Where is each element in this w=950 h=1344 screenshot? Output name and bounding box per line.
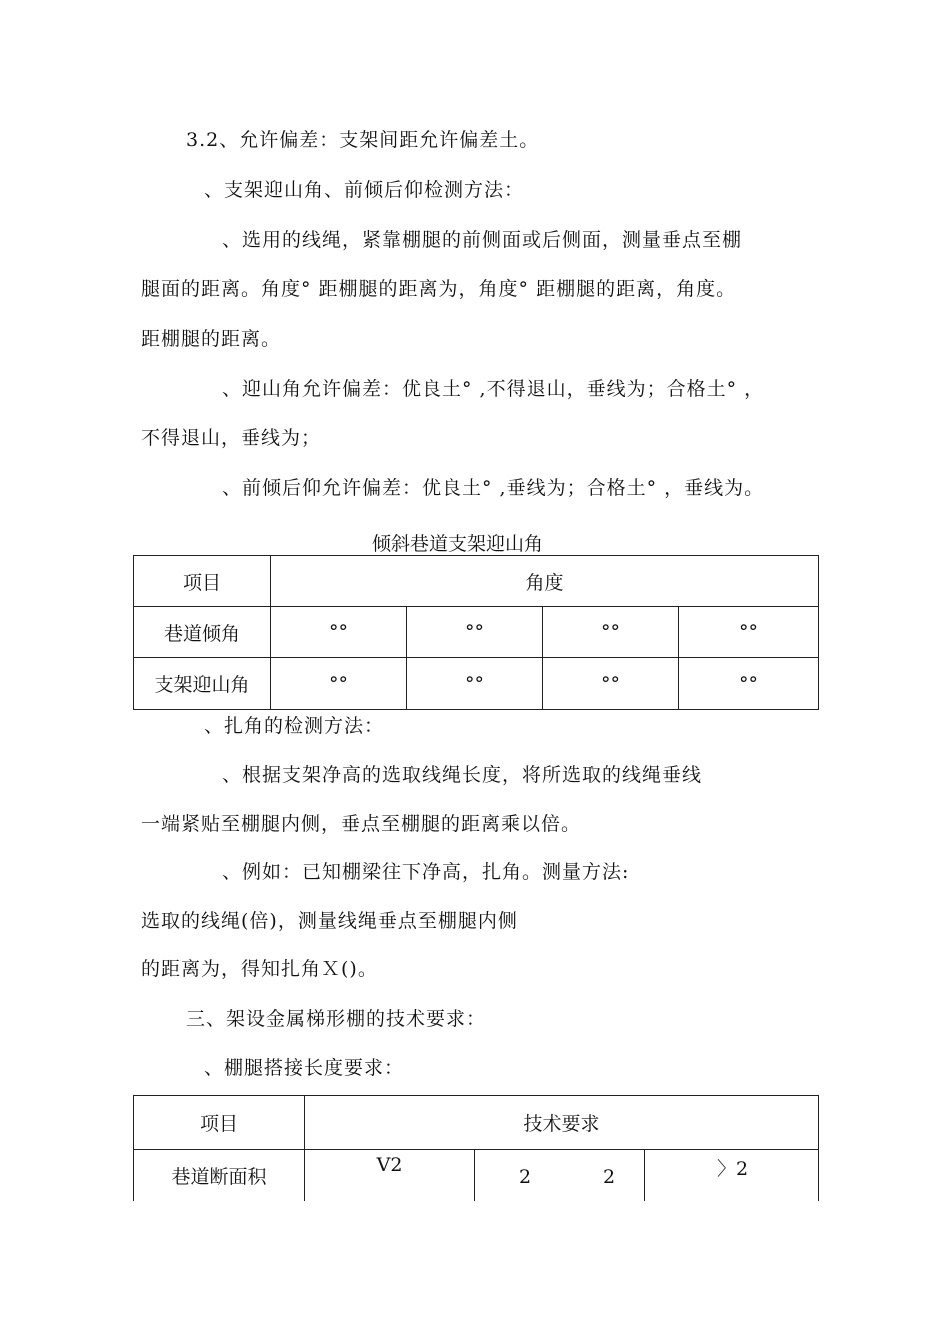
text-line-4: 腿面的距离。角度° 距棚腿的距离为，角度° 距棚腿的距离，角度。 xyxy=(141,278,737,300)
table1-cell: °° xyxy=(543,658,679,710)
text-line-5: 距棚腿的距离。 xyxy=(141,328,282,350)
table2-cell xyxy=(475,1150,645,1201)
text-line-6: 、迎山角允许偏差：优良土° ,不得退山，垂线为；合格土° ， xyxy=(222,378,765,400)
table1-header-item: 项目 xyxy=(134,556,271,607)
table2-cell-value: 2 xyxy=(603,1166,616,1188)
text-line-10: 、根据支架净高的选取线绳长度，将所选取的线绳垂线 xyxy=(222,764,703,786)
table1-cell: °° xyxy=(407,658,543,710)
overlap-table xyxy=(133,1095,819,1201)
table2-cell-value: 2 xyxy=(519,1166,532,1188)
table1-row-label: 支架迎山角 xyxy=(134,658,271,710)
table2-cell xyxy=(645,1150,819,1201)
table1-cell: °° xyxy=(271,607,407,658)
table1-caption: 倾斜巷道支架迎山角 xyxy=(372,533,544,555)
table2-header-item: 项目 xyxy=(134,1096,305,1150)
text-line-1: 3.2、允许偏差：支架间距允许偏差土。 xyxy=(186,129,540,151)
text-line-11: 一端紧贴至棚腿内侧，垂点至棚腿的距离乘以倍。 xyxy=(141,813,582,835)
table2-cell-value: V2 xyxy=(376,1154,403,1176)
text-line-2: 、支架迎山角、前倾后仰检测方法： xyxy=(204,179,525,201)
angle-table xyxy=(133,555,819,710)
table1-cell: °° xyxy=(271,658,407,710)
table2-cell xyxy=(305,1150,475,1201)
table1-row-label: 巷道倾角 xyxy=(134,607,271,658)
text-line-9: 、扎角的检测方法： xyxy=(204,715,385,737)
table2-header-requirements: 技术要求 xyxy=(305,1096,819,1150)
table2-row-label: 巷道断面积 xyxy=(134,1150,305,1201)
table1-cell: °° xyxy=(543,607,679,658)
text-line-7: 不得退山，垂线为； xyxy=(141,427,322,449)
table1-cell: °° xyxy=(679,607,819,658)
table2-cell-value: 〉2 xyxy=(717,1158,749,1180)
text-line-14: 的距离为，得知扎角Ｘ()。 xyxy=(141,958,378,980)
text-line-12: 、例如：已知棚梁往下净高，扎角。测量方法: xyxy=(222,861,630,883)
text-line-16: 、棚腿搭接长度要求： xyxy=(204,1057,405,1079)
text-line-3: 、选用的线绳，紧靠棚腿的前侧面或后侧面，测量垂点至棚 xyxy=(222,229,743,251)
text-line-8: 、前倾后仰允许偏差：优良土° ,垂线为；合格土° ，垂线为。 xyxy=(222,477,765,499)
table1-cell: °° xyxy=(407,607,543,658)
text-line-15: 三、架设金属梯形棚的技术要求： xyxy=(186,1008,487,1030)
text-line-13: 选取的线绳(倍)，测量线绳垂点至棚腿内侧 xyxy=(141,910,518,932)
table1-header-angle: 角度 xyxy=(271,556,819,607)
table1-cell: °° xyxy=(679,658,819,710)
